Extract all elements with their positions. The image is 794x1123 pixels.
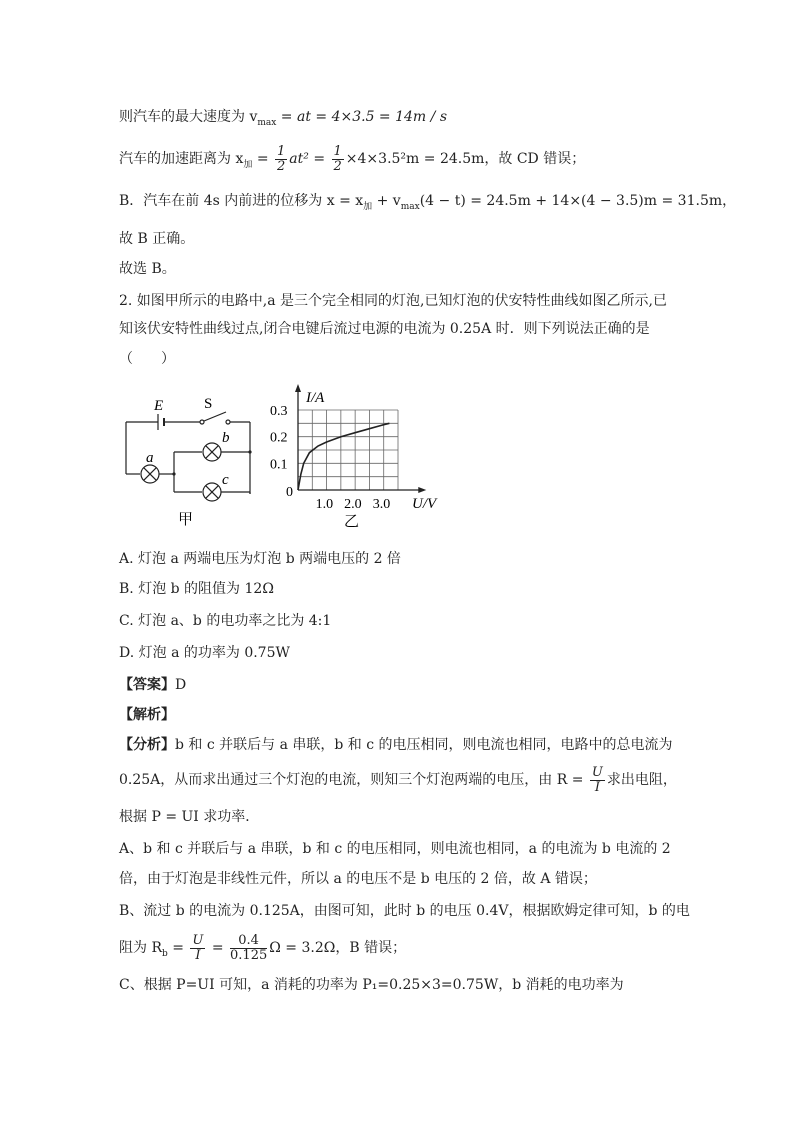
label-lamp-c: c (222, 472, 229, 488)
fraction-half: $\frac{1}{2}$ (277, 143, 286, 174)
analysis-a-line-2: 倍，由于灯泡是非线性元件，所以 a 的电压不是 b 电压的 2 倍，故 A 错误； (119, 871, 597, 887)
analysis-tag: 【解析】 (119, 707, 175, 723)
circuit-diagram (118, 384, 286, 532)
y-axis-label: I/A (306, 390, 325, 406)
graph-caption: 乙 (344, 514, 360, 530)
fraction-half-2: $\frac{1}{2}$ (333, 143, 342, 174)
answer-tag: 【答案】 (119, 677, 175, 693)
fenxi-line-2: 0.25A，从而求出通过三个灯泡的电流，则知三个灯泡两端的电压，由 R = $\frac{U}{I}$ 求出电阻， (119, 764, 677, 795)
text-line-b-correct: 故 B 正确。 (119, 231, 195, 247)
iu-curve-series (298, 423, 389, 490)
label-lamp-b: b (222, 430, 230, 446)
question-2-line-1: 2. 如图甲所示的电路中,a 是三个完全相同的灯泡,已知灯泡的伏安特性曲线如图乙所示,已 (119, 293, 667, 309)
label-switch-s: S (204, 396, 213, 412)
answer-value: D (175, 677, 187, 693)
x-tick-label: 3.0 (372, 497, 391, 512)
x-axis-arrow (418, 487, 426, 493)
option-b[interactable]: B. 灯泡 b 的阻值为 12Ω (119, 581, 274, 597)
question-2-bracket: （ ） (119, 351, 175, 367)
option-d[interactable]: D. 灯泡 a 的功率为 0.75W (119, 645, 290, 661)
label-battery-e: E (154, 398, 164, 414)
y-axis-arrow (295, 384, 301, 392)
y-tick-label: 0.2 (270, 430, 288, 446)
label-lamp-a: a (146, 450, 154, 466)
y-tick-label: 0.1 (270, 457, 288, 473)
text-line-max-speed: 则汽车的最大速度为 $v_{max}$ = at = 4×3.5 = 14m / s (119, 109, 448, 128)
iu-characteristic-chart (262, 380, 452, 532)
text-line-b-displacement: B．汽车在前 4s 内前进的位移为 $x = x_加 + v_{max}(4 - t) = 24.5m + 14\times(4 - 3.5)m = 31.5m$， (119, 193, 737, 212)
x-axis-label: U/V (412, 496, 437, 512)
x-tick-label: 2.0 (344, 497, 362, 512)
fenxi-line-1: 【分析】b 和 c 并联后与 a 串联，b 和 c 的电压相同，则电流也相同，电路中的总电流为 (119, 737, 673, 753)
analysis-c-line-1: C、根据 P=UI 可知，a 消耗的功率为 P₁=0.25×3=0.75W，b 消耗的电功率为 (119, 977, 624, 993)
answer-line (119, 674, 679, 696)
text-line-accel-distance: 汽车的加速距离为 $x_加$ = $\frac{1}{2}$ at² = $\frac{1}{2}$ ×4×3.5²m = 24.5m，故 CD 错误； (119, 143, 586, 174)
analysis-b-line-2: 阻为 $R_b$ = $\frac{U}{I}$ = $\frac{0.4}{0.125}$ Ω = 3.2Ω，B 错误； (119, 932, 407, 963)
option-a[interactable]: A. 灯泡 a 两端电压为灯泡 b 两端电压的 2 倍 (119, 551, 401, 567)
x-tick-label: 1.0 (315, 497, 334, 512)
question-2-line-2: 知该伏安特性曲线过点,闭合电键后流过电源的电流为 0.25A 时．则下列说法正确的是 (119, 321, 650, 337)
analysis-a-line-1: A、b 和 c 并联后与 a 串联，b 和 c 的电压相同，则电流也相同，a 的电流为 b 电流的 2 (119, 841, 671, 857)
fraction-u-i-2: $\frac{U}{I}$ (192, 932, 204, 963)
analysis-b-line-1: B、流过 b 的电流为 0.125A，由图可知，此时 b 的电压 0.4V，根据欧姆定律可知，b 的电 (119, 903, 690, 919)
y-tick-label: 0.3 (270, 404, 288, 419)
text-line-choose-b: 故选 B。 (119, 261, 176, 277)
fraction-values: $\frac{0.4}{0.125}$ (230, 932, 268, 963)
option-c[interactable]: C. 灯泡 a、b 的电功率之比为 4:1 (119, 613, 332, 629)
fenxi-line-3: 根据 P = UI 求功率． (119, 809, 260, 825)
circuit-caption: 甲 (178, 512, 194, 528)
fraction-u-over-i: $\frac{U}{I}$ (591, 764, 603, 795)
origin-label: 0 (286, 485, 293, 500)
